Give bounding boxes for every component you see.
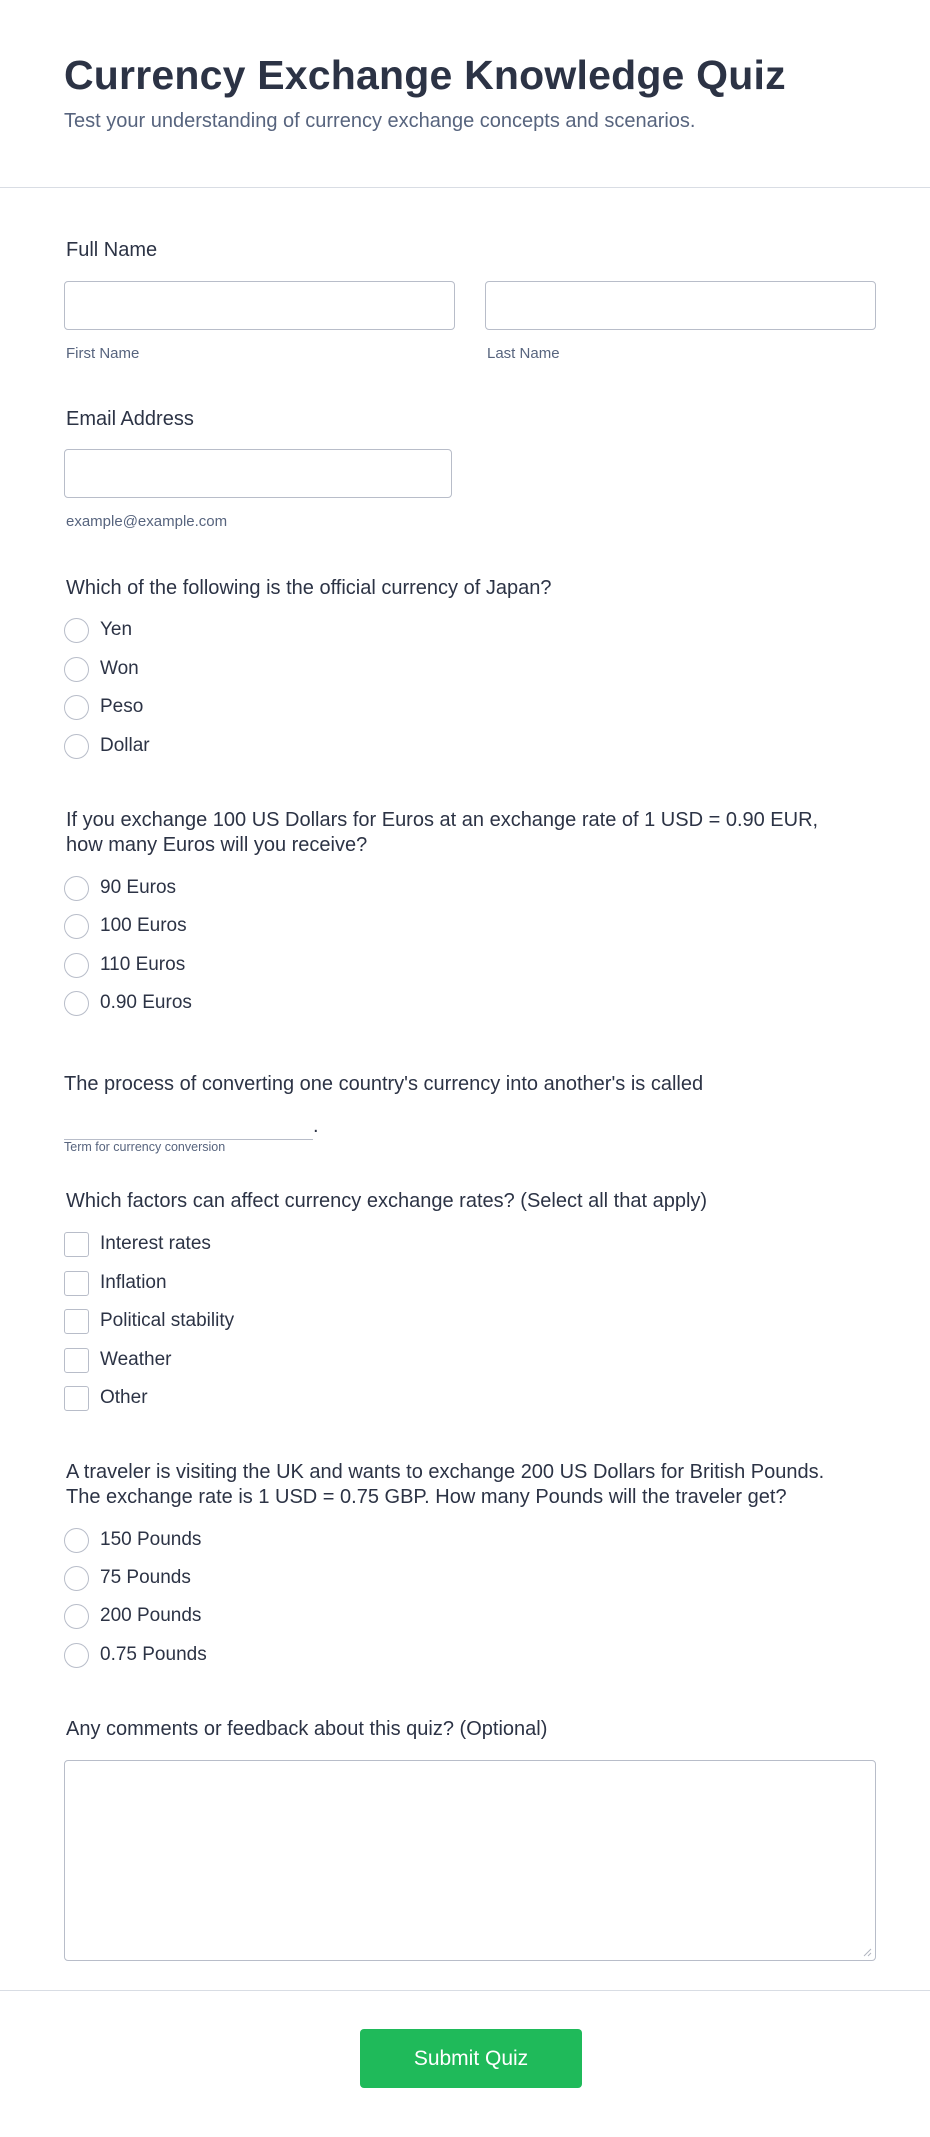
page-title: Currency Exchange Knowledge Quiz [64, 52, 786, 98]
option-label: Peso [100, 696, 144, 717]
form-header [0, 0, 930, 188]
email-label: Email Address [66, 408, 194, 430]
q3-hint: Term for currency conversion [64, 1140, 226, 1154]
q4-question: Which factors can affect currency exchange rates? (Select all that apply) [66, 1190, 708, 1212]
q1-option-won[interactable] [64, 656, 139, 682]
option-label: 110 Euros [100, 954, 186, 975]
option-label: 0.90 Euros [100, 992, 192, 1013]
footer-divider [0, 1990, 930, 1991]
option-label: Won [100, 658, 139, 679]
radio-button[interactable] [64, 914, 89, 939]
q4-option-political-stability[interactable] [64, 1308, 234, 1334]
checkbox[interactable] [64, 1232, 89, 1257]
option-label: 150 Pounds [100, 1529, 202, 1550]
email-field[interactable] [64, 449, 452, 498]
radio-button[interactable] [64, 1566, 89, 1591]
q4-option-inflation[interactable] [64, 1270, 167, 1296]
q5-option-75[interactable] [64, 1565, 191, 1591]
checkbox[interactable] [64, 1309, 89, 1334]
q1-option-peso[interactable] [64, 694, 143, 720]
first-name-sublabel: First Name [66, 345, 140, 362]
q2-question-line1: If you exchange 100 US Dollars for Euros at an exchange rate of 1 USD = 0.90 EUR, [66, 809, 819, 831]
full-name-label: Full Name [66, 239, 158, 261]
radio-button[interactable] [64, 1643, 89, 1668]
checkbox[interactable] [64, 1386, 89, 1411]
option-label: Dollar [100, 735, 150, 756]
option-label: Inflation [100, 1272, 167, 1293]
radio-button[interactable] [64, 991, 89, 1016]
q4-option-weather[interactable] [64, 1347, 171, 1373]
q1-question: Which of the following is the official currency of Japan? [66, 577, 552, 599]
email-sublabel: example@example.com [66, 513, 228, 530]
option-label: 90 Euros [100, 877, 177, 898]
q5-option-0-75[interactable] [64, 1642, 207, 1668]
option-label: 100 Euros [100, 915, 187, 936]
q2-option-110[interactable] [64, 952, 185, 978]
page-subtitle: Test your understanding of currency exchange concepts and scenarios. [64, 110, 696, 132]
checkbox[interactable] [64, 1271, 89, 1296]
radio-button[interactable] [64, 1604, 89, 1629]
radio-button[interactable] [64, 695, 89, 720]
option-label: Political stability [100, 1310, 235, 1331]
comments-textarea[interactable] [64, 1760, 876, 1961]
q2-option-90[interactable] [64, 875, 176, 901]
q4-option-other[interactable] [64, 1385, 148, 1411]
checkbox[interactable] [64, 1348, 89, 1373]
q5-question-line2: The exchange rate is 1 USD = 0.75 GBP. How many Pounds will the traveler get? [66, 1486, 787, 1508]
comments-label: Any comments or feedback about this quiz? (Optional) [66, 1718, 548, 1740]
radio-button[interactable] [64, 953, 89, 978]
q3-blank-input[interactable] [64, 1112, 313, 1140]
radio-button[interactable] [64, 1528, 89, 1553]
q4-option-interest-rates[interactable] [64, 1231, 211, 1257]
radio-button[interactable] [64, 734, 89, 759]
option-label: 75 Pounds [100, 1567, 191, 1588]
first-name-input[interactable] [64, 281, 455, 330]
q2-option-100[interactable] [64, 913, 187, 939]
radio-button[interactable] [64, 876, 89, 901]
option-label: 200 Pounds [100, 1605, 202, 1626]
q3-period: . [313, 1115, 319, 1137]
submit-button[interactable]: Submit Quiz [360, 2029, 582, 2088]
option-label: Yen [100, 619, 133, 640]
q5-question-line1: A traveler is visiting the UK and wants to exchange 200 US Dollars for British Pounds. [66, 1461, 825, 1483]
radio-button[interactable] [64, 657, 89, 682]
option-label: Other [100, 1387, 148, 1408]
q2-option-0-90[interactable] [64, 990, 192, 1016]
resize-grip-icon[interactable] [862, 1947, 872, 1957]
q2-question-line2: how many Euros will you receive? [66, 834, 368, 856]
option-label: 0.75 Pounds [100, 1644, 207, 1665]
q1-option-dollar[interactable] [64, 733, 150, 759]
q5-option-200[interactable] [64, 1603, 201, 1629]
option-label: Weather [100, 1349, 172, 1370]
last-name-input[interactable] [485, 281, 876, 330]
last-name-sublabel: Last Name [487, 345, 560, 362]
radio-button[interactable] [64, 618, 89, 643]
option-label: Interest rates [100, 1233, 211, 1254]
q1-option-yen[interactable] [64, 617, 132, 643]
q5-option-150[interactable] [64, 1527, 201, 1553]
q3-sentence: The process of converting one country's currency into another's is called [64, 1073, 704, 1095]
